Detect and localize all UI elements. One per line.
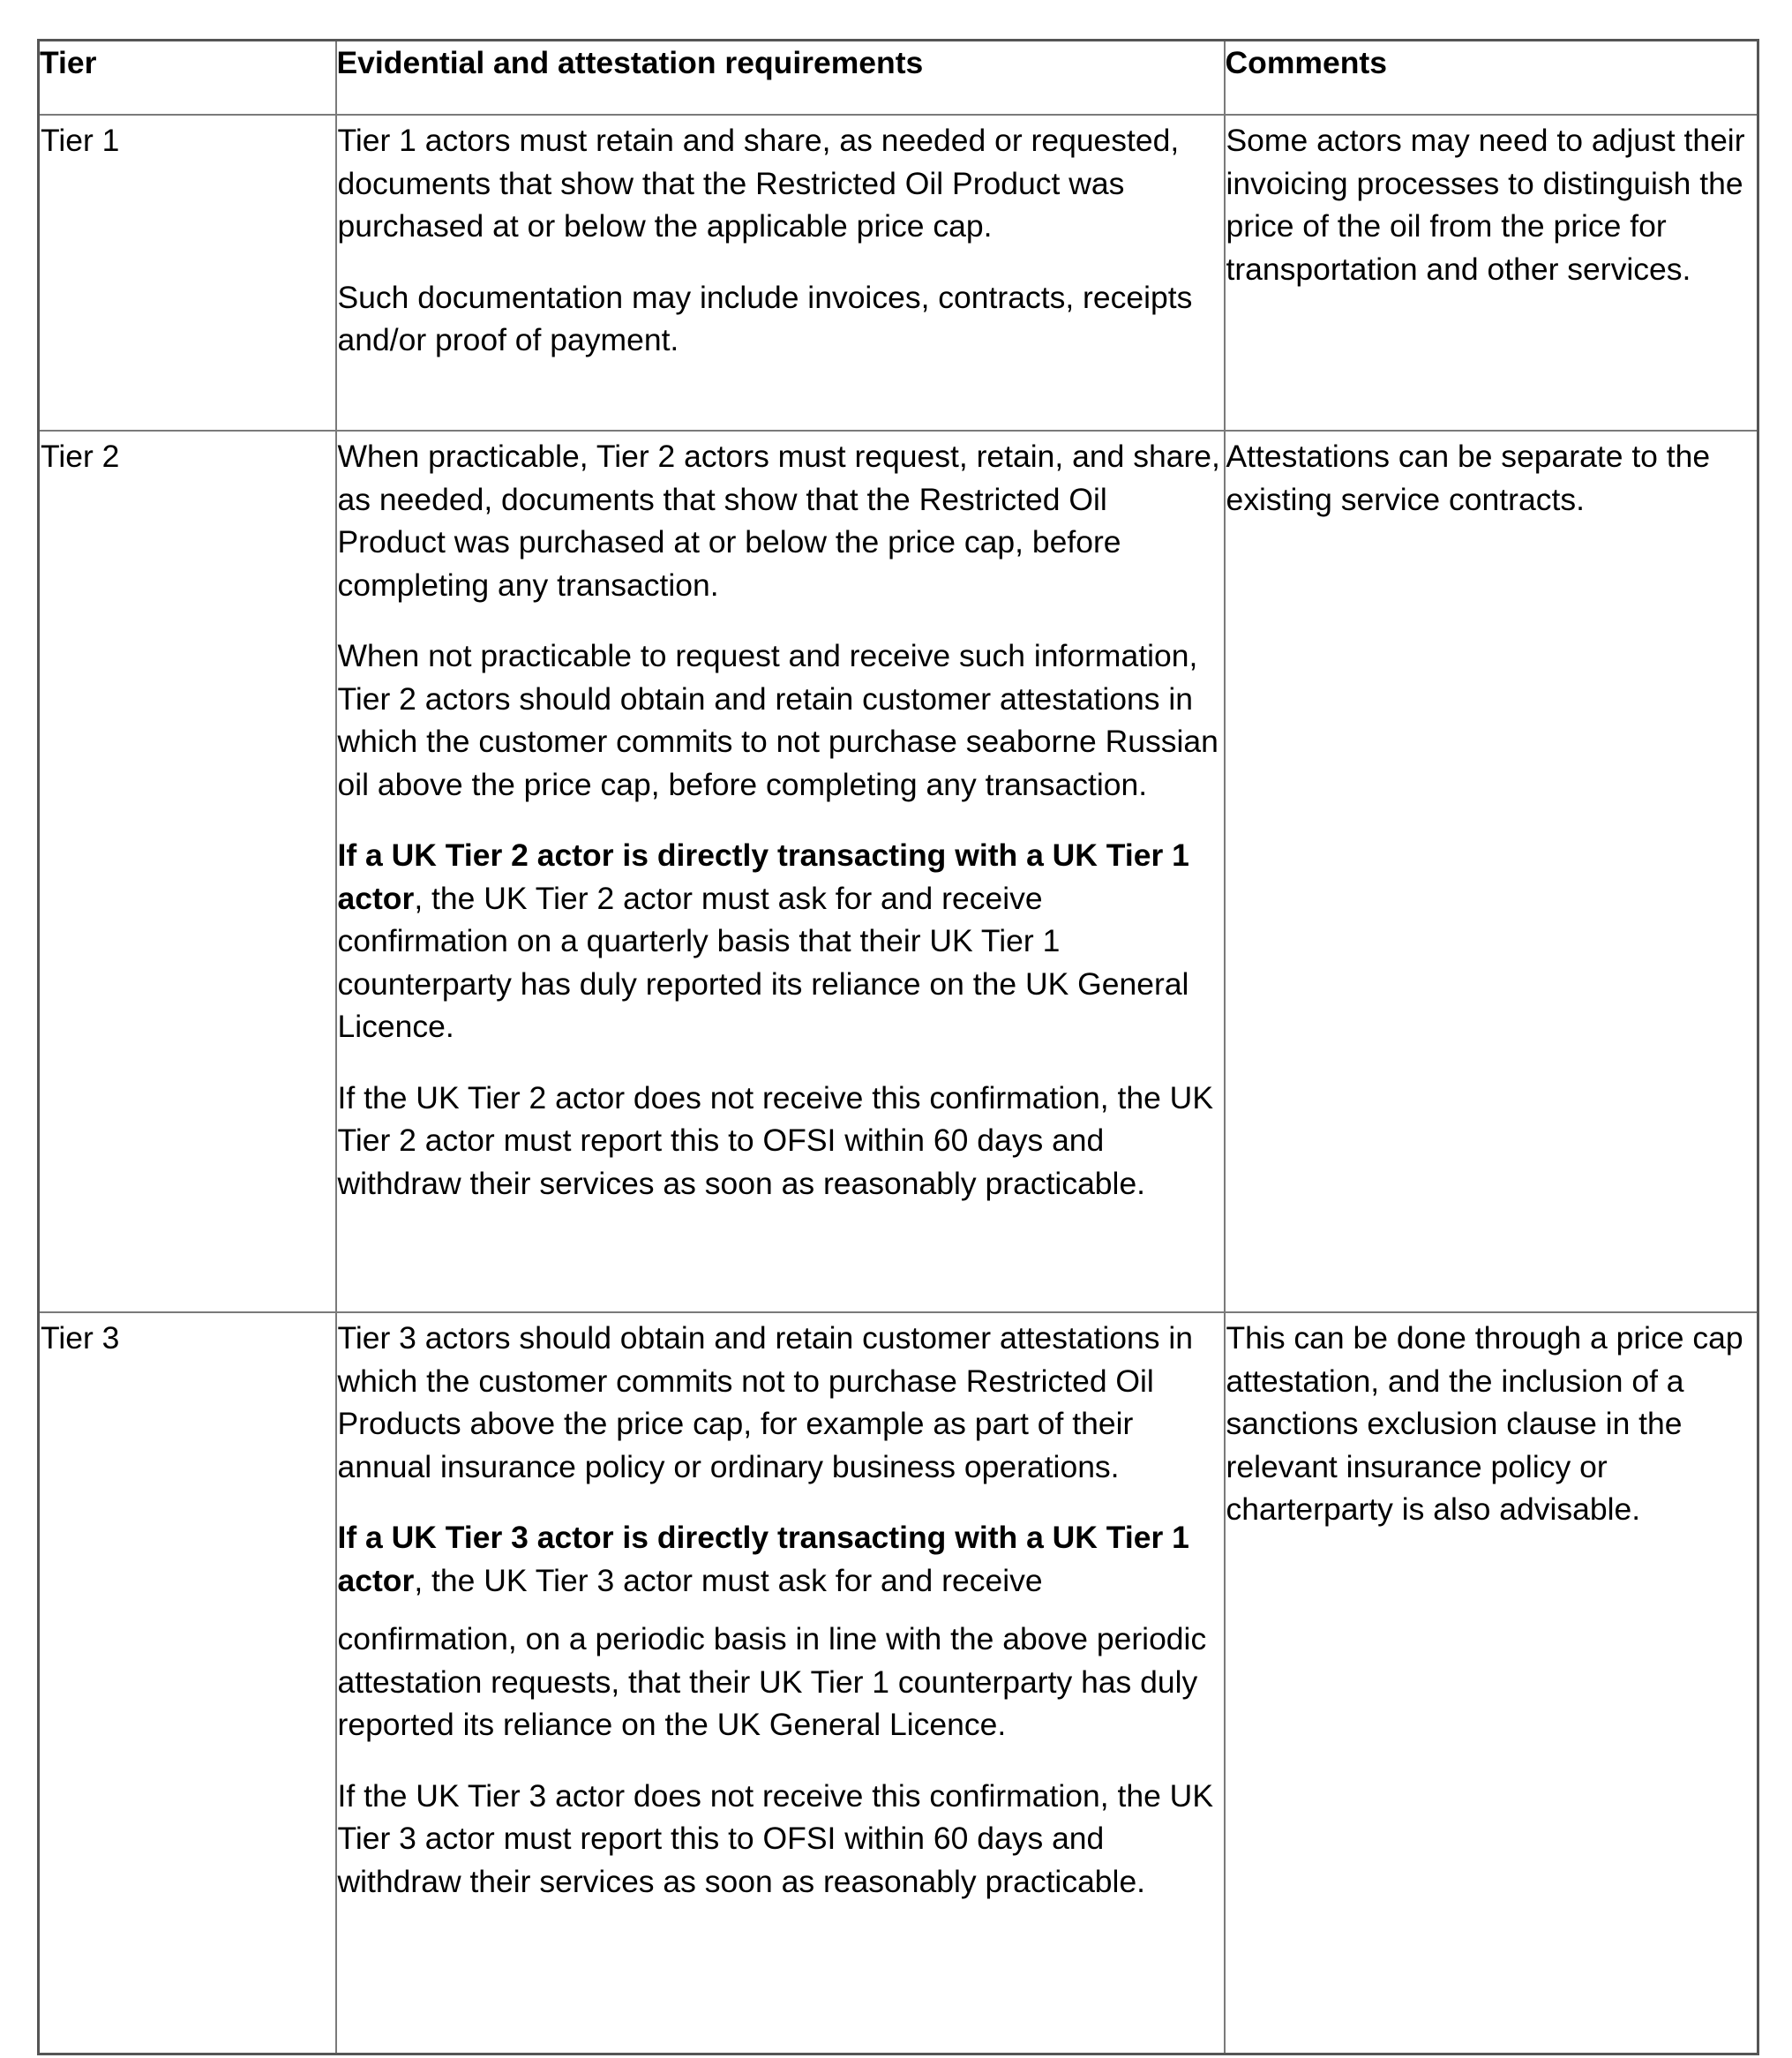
comment-cell: Some actors may need to adjust their invoicing processes to distinguish the price of the oil from the price for transportation and other services. [1225,115,1758,431]
header-tier: Tier [39,41,336,116]
bold-lead-text: If a UK Tier 3 actor is directly transacting with a UK Tier 1 actor [337,1520,1189,1598]
comment-cell: Attestations can be separate to the existing service contracts. [1225,431,1758,1312]
paragraph-text: , the UK Tier 2 actor must ask for and receive confirmation on a quarterly basis that their UK Tier 1 counterparty has duly reported its reliance on the UK General Licence. [337,880,1189,1044]
header-comments: Comments [1225,41,1758,116]
tier-cell: Tier 3 [39,1312,336,2054]
requirements-table [37,39,1759,2055]
requirement-paragraph [338,834,1222,1048]
requirement-paragraph: When not practicable to request and receive such information, Tier 2 actors should obtain and retain customer attestations in which the customer commits to not purchase seaborne Russian oil above the price cap, before completing any transaction. [337,638,1218,802]
table-header [39,41,1758,116]
table-body [39,115,1758,2054]
requirement-paragraph [338,1516,1222,1602]
table-row-tier-3 [39,1312,1758,2054]
tier-cell: Tier 2 [39,431,336,1312]
table-row-tier-2 [39,431,1758,1312]
requirements-cell [336,115,1225,431]
document-page [37,39,1757,2055]
bold-lead-text: If a UK Tier 2 actor is directly transacting with a UK Tier 1 actor [337,837,1189,916]
requirement-paragraph: Tier 1 actors must retain and share, as needed or requested, documents that show that the Restricted Oil Product was purchased at or below the applicable price cap. [337,123,1180,244]
requirement-paragraph: If the UK Tier 3 actor does not receive this confirmation, the UK Tier 3 actor must report this to OFSI within 60 days and withdraw their services as soon as reasonably practicable. [337,1777,1213,1899]
requirement-paragraph: Such documentation may include invoices, contracts, receipts and/or proof of payment. [337,279,1193,357]
requirement-paragraph: confirmation, on a periodic basis in line with the above periodic attestation requests, that their UK Tier 1 counterparty has duly reported its reliance on the UK General Licence. [337,1621,1207,1742]
requirement-paragraph: If the UK Tier 2 actor does not receive this confirmation, the UK Tier 2 actor must report this to OFSI within 60 days and withdraw their services as soon as reasonably practicable. [337,1079,1213,1201]
comment-cell: This can be done through a price cap attestation, and the inclusion of a sanctions exclusion clause in the relevant insurance policy or charterparty is also advisable. [1225,1312,1758,2054]
table-row-tier-1 [39,115,1758,431]
tier-cell: Tier 1 [39,115,336,431]
requirements-cell [336,431,1225,1312]
header-row [39,41,1758,116]
paragraph-text: , the UK Tier 3 actor must ask for and receive [414,1562,1043,1598]
header-requirements: Evidential and attestation requirements [336,41,1225,116]
requirement-paragraph: Tier 3 actors should obtain and retain customer attestations in which the customer commits not to purchase Restricted Oil Products above the price cap, for example as part of their annual insurance policy or ordinary business operations. [337,1320,1194,1484]
requirements-cell [336,1312,1225,2054]
requirement-paragraph: When practicable, Tier 2 actors must request, retain, and share, as needed, documents that show that the Restricted Oil Product was purchased at or below the price cap, before completing any transaction. [337,439,1220,603]
